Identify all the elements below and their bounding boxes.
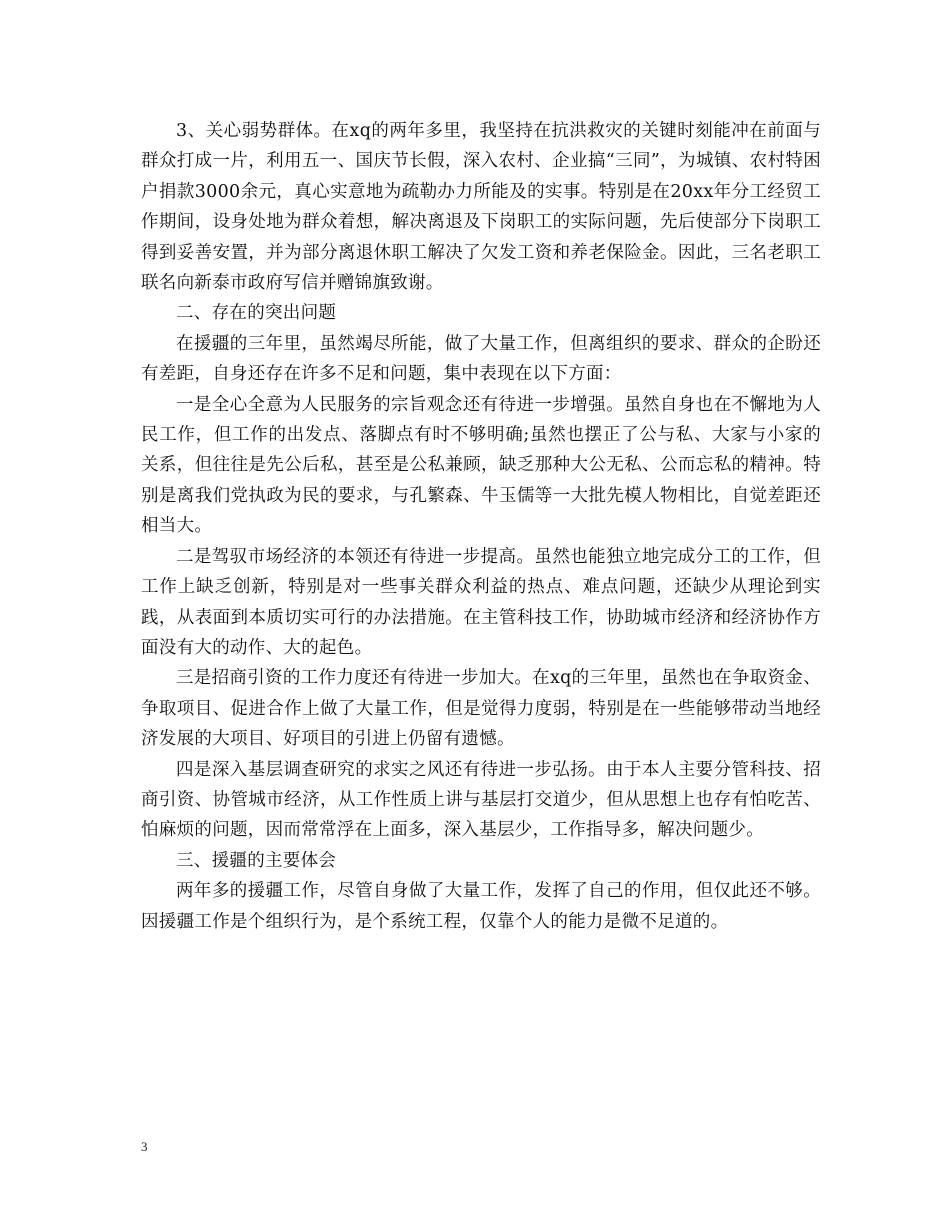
paragraph-problem-three: 三是招商引资的工作力度还有待进一步加大。在xq的三年里，虽然也在争取资金、争取项目、促进合作上做了大量工作，但是觉得力度弱，特别是在一些能够带动当地经济发展的大项目、好项目的引进上仍留有遗憾。 xyxy=(141,668,821,750)
paragraph-problems-intro: 在援疆的三年里，虽然竭尽所能，做了大量工作，但离组织的要求、群众的企盼还有差距，自身还存在许多不足和问题，集中表现在以下方面： xyxy=(141,333,821,385)
section-heading-problems: 二、存在的突出问题 xyxy=(176,303,337,324)
section-heading-experience: 三、援疆的主要体会 xyxy=(176,850,337,871)
paragraph-problem-four: 四是深入基层调查研究的求实之风还有待进一步弘扬。由于本人主要分管科技、招商引资、协管城市经济，从工作性质上讲与基层打交道少，但从思想上也存有怕吃苦、怕麻烦的问题，因而常常浮在上面多，深入基层少，工作指导多，解决问题少。 xyxy=(141,759,821,841)
page-number: 3 xyxy=(141,1139,148,1154)
paragraph-experience-intro: 两年多的援疆工作，尽管自身做了大量工作，发挥了自己的作用，但仅此还不够。因援疆工作是个组织行为，是个系统工程，仅靠个人的能力是微不足道的。 xyxy=(141,881,821,932)
paragraph-care-for-vulnerable: 3、关心弱势群体。在xq的两年多里，我坚持在抗洪救灾的关键时刻能冲在前面与群众打成一片，利用五一、国庆节长假，深入农村、企业搞“三同”，为城镇、农村特困户捐款3000余元，真心实意地为疏勒办力所能及的实事。特别是在20xx年分工经贸工作期间，设身处地为群众着想，解决离退及下岗职工的实际问题，先后使部分下岗职工得到妥善安置，并为部分离退休职工解决了欠发工资和养老保险金。因此，三名老职工联名向新泰市政府写信并赠锦旗致谢。 xyxy=(141,121,821,294)
paragraph-problem-one: 一是全心全意为人民服务的宗旨观念还有待进一步增强。虽然自身也在不懈地为人民工作，但工作的出发点、落脚点有时不够明确;虽然也摆正了公与私、大家与小家的关系，但往往是先公后私，甚至是公私兼顾，缺乏那种大公无私、公而忘私的精神。特别是离我们党执政为民的要求，与孔繁森、牛玉儒等一大批先模人物相比，自觉差距还相当大。 xyxy=(141,394,821,537)
paragraph-problem-two: 二是驾驭市场经济的本领还有待进一步提高。虽然也能独立地完成分工的工作，但工作上缺乏创新，特别是对一些事关群众利益的热点、难点问题，还缺少从理论到实践，从表面到本质切实可行的办法措施。在主管科技工作，协助城市经济和经济协作方面没有大的动作、大的起色。 xyxy=(141,546,821,658)
body-text xyxy=(141,116,821,937)
